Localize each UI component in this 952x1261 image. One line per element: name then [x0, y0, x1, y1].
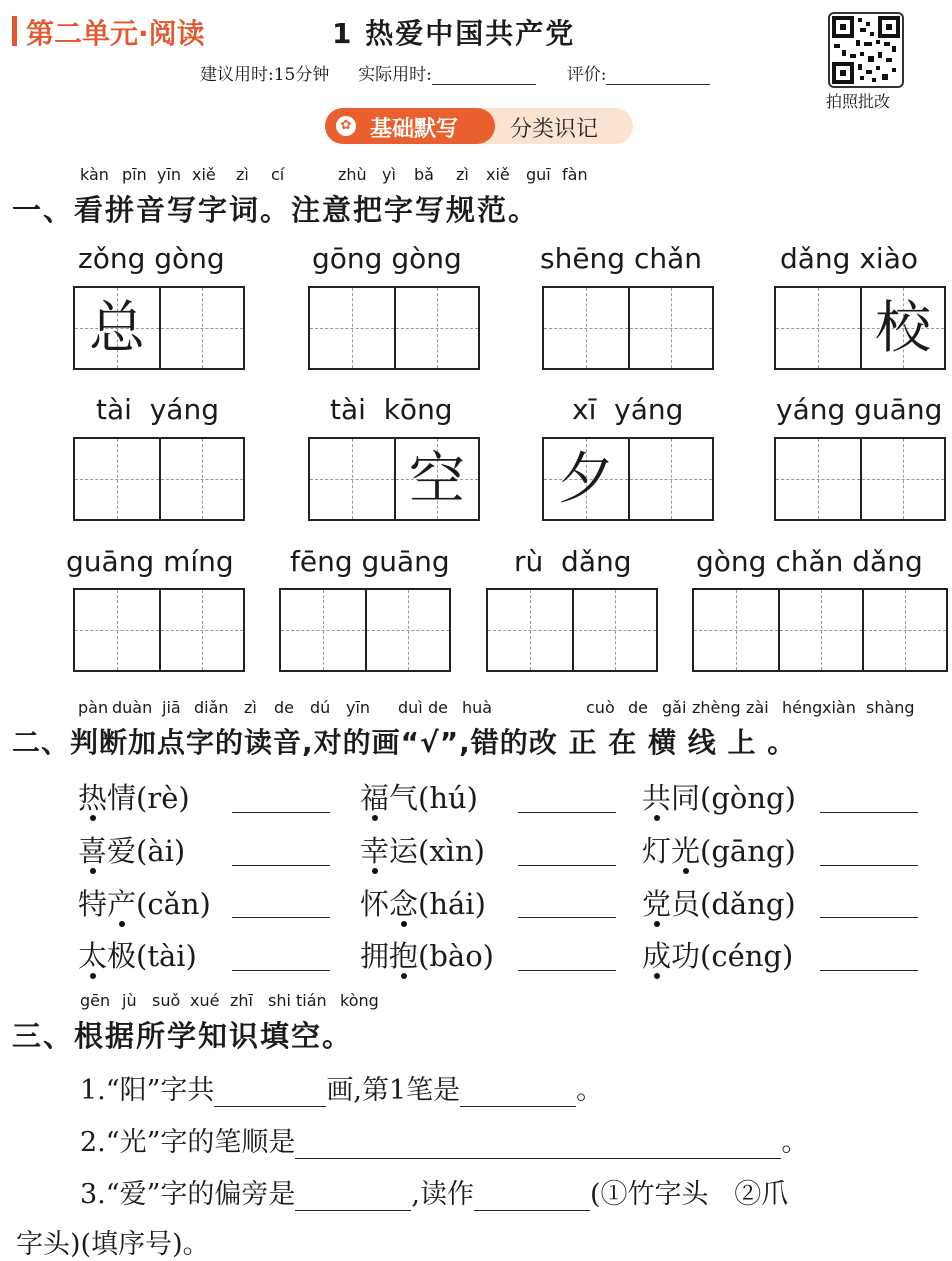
- grid-cell[interactable]: [75, 439, 159, 519]
- pinyin-label: gōng gòng: [312, 242, 462, 275]
- qr-code-icon[interactable]: [828, 12, 904, 88]
- grid-cell[interactable]: [694, 590, 778, 670]
- evaluation-label: 评价:: [566, 65, 607, 85]
- pinyin-label: guāng míng: [66, 545, 234, 578]
- answer-line[interactable]: [518, 970, 616, 971]
- ruby: gēn: [80, 991, 111, 1010]
- ruby: jiā: [162, 698, 181, 717]
- grid-cell[interactable]: [75, 288, 159, 368]
- evaluation-blank[interactable]: [606, 66, 710, 85]
- writing-grid[interactable]: [486, 588, 658, 672]
- actual-time-blank[interactable]: [432, 66, 536, 85]
- grid-cell[interactable]: [776, 439, 860, 519]
- dotted-char: 喜: [78, 834, 108, 868]
- grid-cell[interactable]: [488, 590, 572, 670]
- answer-line[interactable]: [232, 812, 330, 813]
- dotted-char: 太: [78, 939, 108, 973]
- ruby: xiě: [486, 165, 510, 184]
- ruby: zài: [746, 698, 769, 717]
- answer-line[interactable]: [232, 917, 330, 918]
- writing-grid[interactable]: [308, 286, 480, 370]
- reading-item: 太极(tài): [78, 939, 197, 973]
- ruby: zì: [236, 165, 249, 184]
- q1-ruby: [0, 165, 952, 185]
- answer-blank[interactable]: [214, 1078, 326, 1107]
- fill-line-2: 2.“光”字的笔顺是 。: [80, 1127, 809, 1158]
- dotted-char: 党: [642, 887, 672, 921]
- grid-cell[interactable]: [159, 590, 243, 670]
- writing-grid[interactable]: [73, 588, 245, 672]
- actual-time-label: 实际用时:: [358, 65, 432, 85]
- grid-cell[interactable]: [628, 439, 712, 519]
- dotted-char: 成: [642, 939, 672, 973]
- grid-cell[interactable]: [394, 439, 478, 519]
- ruby: zhī: [230, 991, 253, 1010]
- answer-line[interactable]: [518, 812, 616, 813]
- ruby: zì: [244, 698, 257, 717]
- grid-cell[interactable]: [544, 439, 628, 519]
- medal-icon: ✿: [336, 116, 356, 136]
- ruby: shàng: [866, 698, 915, 717]
- time-row: [200, 60, 710, 85]
- lesson-title: 1 热爱中国共产党: [332, 17, 576, 50]
- reading-item: 幸运(xìn): [360, 834, 485, 868]
- ruby: yīn: [346, 698, 371, 717]
- ruby: bǎ: [414, 165, 434, 184]
- ruby: kòng: [340, 991, 379, 1010]
- grid-cell[interactable]: [394, 288, 478, 368]
- answer-line[interactable]: [820, 812, 918, 813]
- grid-cell[interactable]: [281, 590, 365, 670]
- pinyin-label: gòng chǎn dǎng: [696, 545, 923, 578]
- writing-grid[interactable]: [73, 286, 245, 370]
- pinyin-label: rù dǎng: [514, 545, 632, 578]
- ruby: yì: [382, 165, 396, 184]
- grid-cell[interactable]: [75, 590, 159, 670]
- answer-line[interactable]: [820, 970, 918, 971]
- writing-grid[interactable]: [73, 437, 245, 521]
- ruby: cí: [271, 165, 285, 184]
- answer-line[interactable]: [518, 917, 616, 918]
- grid-cell[interactable]: [365, 590, 449, 670]
- qr-label: 拍照批改: [826, 92, 891, 111]
- writing-grid[interactable]: [774, 437, 946, 521]
- reading-item: 喜爱(ài): [78, 834, 186, 868]
- grid-cell[interactable]: [778, 590, 862, 670]
- suggested-time: 建议用时:15分钟: [200, 65, 330, 85]
- grid-cell[interactable]: [310, 439, 394, 519]
- dotted-char: 幸: [360, 834, 390, 868]
- writing-grid[interactable]: [542, 437, 714, 521]
- answer-blank[interactable]: [295, 1182, 411, 1211]
- writing-grid[interactable]: [774, 286, 946, 370]
- dotted-char: 念: [389, 887, 419, 921]
- reading-item: 怀念(hái): [360, 887, 486, 921]
- grid-cell[interactable]: [860, 288, 944, 368]
- ruby: guī: [526, 165, 551, 184]
- dotted-char: 热: [78, 781, 108, 815]
- q2-ruby: [0, 698, 952, 718]
- dotted-char: 抱: [389, 939, 419, 973]
- ruby: pīn: [122, 165, 147, 184]
- reading-item: 共同(gòng): [642, 781, 796, 815]
- pinyin-label: zǒng gòng: [78, 242, 225, 275]
- section-badge-subtitle: 分类识记: [510, 117, 599, 142]
- reading-item: 拥抱(bào): [360, 939, 494, 973]
- given-character: 空: [409, 447, 465, 512]
- ruby: pàn: [78, 698, 109, 717]
- grid-cell[interactable]: [159, 439, 243, 519]
- reading-item: 灯光(gāng): [642, 834, 796, 868]
- ruby: zì: [456, 165, 469, 184]
- ruby: dú: [310, 698, 331, 717]
- ruby: xué: [190, 991, 220, 1010]
- ruby: duì: [398, 698, 423, 717]
- ruby: suǒ: [152, 991, 181, 1010]
- answer-line[interactable]: [232, 865, 330, 866]
- answer-line[interactable]: [232, 970, 330, 971]
- ruby: tián: [296, 991, 327, 1010]
- ruby: zhù: [338, 165, 367, 184]
- pinyin-label: tài kōng: [330, 393, 453, 426]
- dotted-char: 福: [360, 781, 390, 815]
- grid-cell[interactable]: [860, 439, 944, 519]
- fill-line-1: 1.“阳”字共 画,第1笔是 。: [80, 1075, 604, 1106]
- q3-heading: 三、根据所学知识填空。: [12, 1019, 354, 1053]
- section-badge-title: 基础默写: [370, 117, 459, 142]
- answer-blank[interactable]: [474, 1182, 590, 1211]
- writing-grid[interactable]: [542, 286, 714, 370]
- ruby: héng: [782, 698, 823, 717]
- grid-cell[interactable]: [544, 288, 628, 368]
- reading-item: 福气(hú): [360, 781, 478, 815]
- writing-grid[interactable]: [308, 437, 480, 521]
- pinyin-label: tài yáng: [96, 393, 219, 426]
- answer-line[interactable]: [820, 865, 918, 866]
- ruby: zhèng: [692, 698, 741, 717]
- reading-item: 成功(céng): [642, 939, 794, 973]
- grid-cell[interactable]: [572, 590, 656, 670]
- ruby: diǎn: [194, 698, 229, 717]
- dotted-char: 光: [671, 834, 701, 868]
- fill-line-4: 字头)(填序号)。: [16, 1229, 210, 1260]
- dotted-char: 产: [107, 887, 137, 921]
- grid-cell[interactable]: [862, 590, 946, 670]
- given-character: 校: [875, 296, 931, 361]
- pinyin-label: fēng guāng: [290, 545, 450, 578]
- writing-grid[interactable]: [692, 588, 948, 672]
- pinyin-label: yáng guāng: [776, 393, 943, 426]
- reading-item: 热情(rè): [78, 781, 190, 815]
- pinyin-label: xī yáng: [572, 393, 684, 426]
- fill-line-3: 3.“爱”字的偏旁是 ,读作 (①竹字头 ②爪: [80, 1179, 789, 1210]
- answer-blank[interactable]: [460, 1078, 576, 1107]
- answer-line[interactable]: [820, 917, 918, 918]
- grid-cell[interactable]: [628, 288, 712, 368]
- answer-blank[interactable]: [295, 1130, 781, 1159]
- ruby: de: [428, 698, 448, 717]
- ruby: kàn: [80, 165, 109, 184]
- writing-grid[interactable]: [279, 588, 451, 672]
- dotted-char: 共: [642, 781, 672, 815]
- ruby: xiàn: [822, 698, 856, 717]
- ruby: jù: [122, 991, 137, 1010]
- grid-cell[interactable]: [159, 288, 243, 368]
- ruby: de: [628, 698, 648, 717]
- unit-accent-bar: [12, 16, 17, 46]
- given-character: 总: [89, 296, 145, 361]
- grid-cell[interactable]: [776, 288, 860, 368]
- ruby: duàn: [112, 698, 153, 717]
- ruby: gǎi: [662, 698, 687, 717]
- ruby: fàn: [562, 165, 588, 184]
- ruby: xiě: [192, 165, 216, 184]
- ruby: de: [274, 698, 294, 717]
- ruby: huà: [462, 698, 493, 717]
- reading-item: 特产(cǎn): [78, 887, 211, 921]
- q1-heading: 一、看拼音写字词。注意把字写规范。: [12, 193, 540, 227]
- answer-line[interactable]: [518, 865, 616, 866]
- reading-item: 党员(dǎng): [642, 887, 796, 921]
- ruby: shi: [268, 991, 291, 1010]
- pinyin-label: shēng chǎn: [540, 242, 703, 275]
- ruby: cuò: [586, 698, 615, 717]
- unit-label: 第二单元·阅读: [26, 17, 205, 50]
- q3-ruby: [0, 991, 952, 1011]
- pinyin-label: dǎng xiào: [780, 242, 918, 275]
- ruby: yīn: [157, 165, 182, 184]
- q2-heading: 二、判断加点字的读音,对的画“√”,错的改 正 在 横 线 上 。: [12, 726, 797, 759]
- grid-cell[interactable]: [310, 288, 394, 368]
- given-character: 夕: [558, 447, 614, 512]
